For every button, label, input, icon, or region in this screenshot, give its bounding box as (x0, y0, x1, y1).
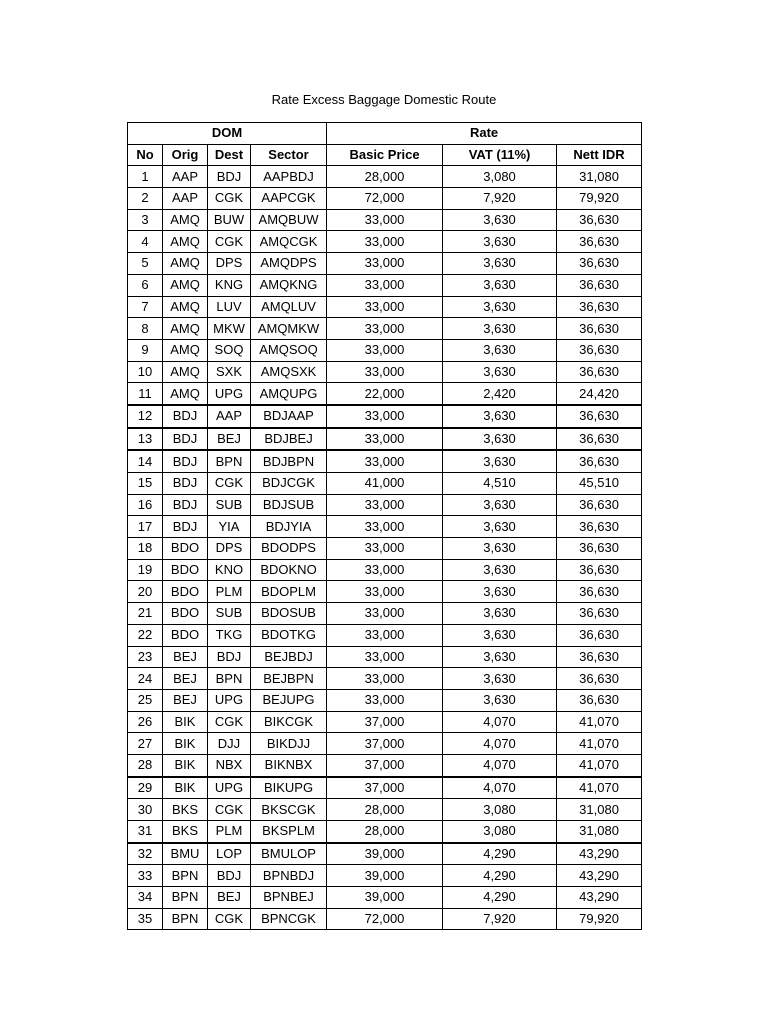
cell-nett-idr: 36,630 (557, 339, 642, 361)
cell-no: 1 (128, 166, 163, 188)
cell-vat: 3,630 (443, 339, 557, 361)
cell-nett-idr: 36,630 (557, 318, 642, 340)
cell-nett-idr: 36,630 (557, 581, 642, 603)
cell-vat: 3,630 (443, 538, 557, 560)
cell-basic-price: 33,000 (327, 516, 443, 538)
cell-nett-idr: 31,080 (557, 821, 642, 843)
table-row (128, 624, 642, 646)
cell-orig: AMQ (163, 318, 208, 340)
cell-dest: NBX (208, 754, 251, 776)
cell-no: 23 (128, 646, 163, 668)
cell-no: 19 (128, 559, 163, 581)
cell-dest: BEJ (208, 887, 251, 909)
cell-nett-idr: 36,630 (557, 428, 642, 451)
cell-nett-idr: 36,630 (557, 405, 642, 428)
table-row (128, 516, 642, 538)
cell-vat: 3,630 (443, 668, 557, 690)
cell-basic-price: 33,000 (327, 450, 443, 472)
cell-dest: UPG (208, 383, 251, 405)
cell-orig: BPN (163, 908, 208, 930)
cell-orig: AAP (163, 188, 208, 210)
cell-basic-price: 72,000 (327, 188, 443, 210)
cell-basic-price: 37,000 (327, 754, 443, 776)
cell-sector: BDOPLM (251, 581, 327, 603)
cell-sector: BIKNBX (251, 754, 327, 776)
table-row (128, 231, 642, 253)
cell-orig: BEJ (163, 668, 208, 690)
cell-orig: AMQ (163, 274, 208, 296)
table-row (128, 603, 642, 625)
cell-orig: BEJ (163, 689, 208, 711)
cell-no: 5 (128, 253, 163, 275)
cell-basic-price: 39,000 (327, 887, 443, 909)
document-title: Rate Excess Baggage Domestic Route (271, 92, 497, 107)
cell-dest: BDJ (208, 646, 251, 668)
cell-orig: BIK (163, 711, 208, 733)
cell-sector: BIKDJJ (251, 733, 327, 755)
cell-no: 28 (128, 754, 163, 776)
table-body (128, 166, 642, 930)
table-row (128, 166, 642, 188)
cell-no: 31 (128, 821, 163, 843)
table-row (128, 428, 642, 451)
cell-no: 4 (128, 231, 163, 253)
cell-no: 21 (128, 603, 163, 625)
cell-nett-idr: 24,420 (557, 383, 642, 405)
cell-vat: 4,070 (443, 754, 557, 776)
cell-no: 2 (128, 188, 163, 210)
cell-sector: BDOKNO (251, 559, 327, 581)
table-row (128, 450, 642, 472)
cell-sector: BDOTKG (251, 624, 327, 646)
cell-sector: BDOSUB (251, 603, 327, 625)
cell-basic-price: 37,000 (327, 733, 443, 755)
cell-no: 3 (128, 209, 163, 231)
cell-orig: BKS (163, 821, 208, 843)
cell-no: 11 (128, 383, 163, 405)
cell-dest: SUB (208, 603, 251, 625)
cell-orig: BDJ (163, 405, 208, 428)
cell-nett-idr: 43,290 (557, 843, 642, 865)
cell-sector: BPNBDJ (251, 865, 327, 887)
cell-no: 20 (128, 581, 163, 603)
table-row (128, 274, 642, 296)
table-row (128, 733, 642, 755)
cell-vat: 3,630 (443, 516, 557, 538)
cell-no: 18 (128, 538, 163, 560)
cell-nett-idr: 36,630 (557, 494, 642, 516)
cell-basic-price: 33,000 (327, 538, 443, 560)
cell-dest: AAP (208, 405, 251, 428)
cell-dest: TKG (208, 624, 251, 646)
cell-vat: 4,070 (443, 711, 557, 733)
cell-vat: 7,920 (443, 908, 557, 930)
cell-vat: 3,630 (443, 253, 557, 275)
cell-dest: KNG (208, 274, 251, 296)
cell-basic-price: 33,000 (327, 603, 443, 625)
cell-dest: BPN (208, 668, 251, 690)
cell-sector: AMQKNG (251, 274, 327, 296)
cell-nett-idr: 36,630 (557, 209, 642, 231)
cell-sector: AMQLUV (251, 296, 327, 318)
cell-sector: BKSPLM (251, 821, 327, 843)
table-row (128, 188, 642, 210)
cell-dest: UPG (208, 777, 251, 799)
table-row (128, 777, 642, 799)
cell-vat: 3,630 (443, 361, 557, 383)
cell-vat: 4,290 (443, 887, 557, 909)
column-header-sector: Sector (251, 144, 327, 166)
cell-nett-idr: 36,630 (557, 646, 642, 668)
cell-nett-idr: 41,070 (557, 733, 642, 755)
cell-orig: BDO (163, 538, 208, 560)
column-header-orig: Orig (163, 144, 208, 166)
cell-nett-idr: 36,630 (557, 603, 642, 625)
cell-orig: BIK (163, 777, 208, 799)
cell-orig: AMQ (163, 361, 208, 383)
cell-basic-price: 33,000 (327, 361, 443, 383)
cell-dest: DPS (208, 538, 251, 560)
cell-vat: 3,630 (443, 428, 557, 451)
cell-no: 15 (128, 473, 163, 495)
cell-nett-idr: 41,070 (557, 711, 642, 733)
cell-dest: CGK (208, 799, 251, 821)
cell-basic-price: 28,000 (327, 821, 443, 843)
cell-dest: UPG (208, 689, 251, 711)
cell-nett-idr: 36,630 (557, 253, 642, 275)
cell-dest: YIA (208, 516, 251, 538)
cell-vat: 3,080 (443, 166, 557, 188)
cell-basic-price: 33,000 (327, 559, 443, 581)
cell-sector: BDJSUB (251, 494, 327, 516)
column-header-vat: VAT (11%) (443, 144, 557, 166)
cell-sector: BEJUPG (251, 689, 327, 711)
cell-orig: BDJ (163, 450, 208, 472)
cell-sector: AAPCGK (251, 188, 327, 210)
cell-orig: BKS (163, 799, 208, 821)
cell-no: 35 (128, 908, 163, 930)
cell-dest: LOP (208, 843, 251, 865)
cell-sector: BIKCGK (251, 711, 327, 733)
table-row (128, 843, 642, 865)
cell-vat: 3,630 (443, 405, 557, 428)
cell-dest: MKW (208, 318, 251, 340)
cell-no: 13 (128, 428, 163, 451)
table-row (128, 689, 642, 711)
cell-dest: CGK (208, 473, 251, 495)
table-header (128, 123, 642, 166)
cell-sector: BDJCGK (251, 473, 327, 495)
dom-group-header: DOM (128, 123, 327, 145)
cell-nett-idr: 31,080 (557, 166, 642, 188)
table-row (128, 559, 642, 581)
cell-nett-idr: 41,070 (557, 777, 642, 799)
cell-vat: 3,630 (443, 450, 557, 472)
cell-dest: BDJ (208, 166, 251, 188)
cell-nett-idr: 36,630 (557, 689, 642, 711)
cell-vat: 3,630 (443, 603, 557, 625)
cell-basic-price: 37,000 (327, 711, 443, 733)
column-header-nett-idr: Nett IDR (557, 144, 642, 166)
cell-basic-price: 33,000 (327, 689, 443, 711)
cell-nett-idr: 45,510 (557, 473, 642, 495)
cell-nett-idr: 36,630 (557, 559, 642, 581)
table-row (128, 253, 642, 275)
cell-orig: BDJ (163, 516, 208, 538)
cell-sector: BPNCGK (251, 908, 327, 930)
cell-dest: CGK (208, 188, 251, 210)
table-row (128, 383, 642, 405)
cell-orig: AMQ (163, 383, 208, 405)
cell-basic-price: 33,000 (327, 339, 443, 361)
cell-no: 12 (128, 405, 163, 428)
cell-nett-idr: 31,080 (557, 799, 642, 821)
cell-vat: 3,630 (443, 581, 557, 603)
cell-vat: 3,630 (443, 274, 557, 296)
cell-basic-price: 39,000 (327, 865, 443, 887)
table-row (128, 318, 642, 340)
cell-vat: 3,630 (443, 209, 557, 231)
cell-dest: LUV (208, 296, 251, 318)
cell-no: 10 (128, 361, 163, 383)
cell-basic-price: 33,000 (327, 318, 443, 340)
cell-sector: AMQMKW (251, 318, 327, 340)
cell-no: 27 (128, 733, 163, 755)
cell-dest: BUW (208, 209, 251, 231)
cell-basic-price: 28,000 (327, 166, 443, 188)
group-header-row (128, 123, 642, 145)
cell-no: 25 (128, 689, 163, 711)
cell-orig: BDO (163, 624, 208, 646)
table-row (128, 799, 642, 821)
cell-dest: BPN (208, 450, 251, 472)
cell-sector: BKSCGK (251, 799, 327, 821)
cell-no: 24 (128, 668, 163, 690)
cell-orig: BMU (163, 843, 208, 865)
cell-basic-price: 41,000 (327, 473, 443, 495)
cell-no: 26 (128, 711, 163, 733)
cell-no: 7 (128, 296, 163, 318)
cell-orig: BEJ (163, 646, 208, 668)
cell-vat: 4,070 (443, 777, 557, 799)
column-header-basic-price: Basic Price (327, 144, 443, 166)
cell-basic-price: 33,000 (327, 646, 443, 668)
cell-sector: BDJBEJ (251, 428, 327, 451)
cell-vat: 3,630 (443, 296, 557, 318)
cell-dest: SOQ (208, 339, 251, 361)
cell-basic-price: 33,000 (327, 231, 443, 253)
cell-sector: AMQSOQ (251, 339, 327, 361)
cell-sector: BPNBEJ (251, 887, 327, 909)
cell-sector: BEJBPN (251, 668, 327, 690)
cell-orig: BDO (163, 603, 208, 625)
cell-sector: BIKUPG (251, 777, 327, 799)
cell-orig: BDO (163, 559, 208, 581)
cell-nett-idr: 36,630 (557, 624, 642, 646)
table-row (128, 473, 642, 495)
cell-basic-price: 39,000 (327, 843, 443, 865)
cell-sector: BDODPS (251, 538, 327, 560)
cell-orig: AMQ (163, 339, 208, 361)
cell-dest: SXK (208, 361, 251, 383)
column-header-no: No (128, 144, 163, 166)
cell-dest: KNO (208, 559, 251, 581)
cell-orig: AMQ (163, 253, 208, 275)
cell-nett-idr: 43,290 (557, 865, 642, 887)
cell-vat: 3,630 (443, 646, 557, 668)
cell-nett-idr: 36,630 (557, 274, 642, 296)
cell-no: 22 (128, 624, 163, 646)
cell-sector: BDJAAP (251, 405, 327, 428)
table-row (128, 494, 642, 516)
table-row (128, 296, 642, 318)
cell-no: 6 (128, 274, 163, 296)
cell-orig: BPN (163, 865, 208, 887)
cell-vat: 3,080 (443, 799, 557, 821)
cell-basic-price: 33,000 (327, 405, 443, 428)
cell-basic-price: 33,000 (327, 624, 443, 646)
cell-no: 8 (128, 318, 163, 340)
cell-nett-idr: 41,070 (557, 754, 642, 776)
cell-no: 29 (128, 777, 163, 799)
cell-vat: 4,070 (443, 733, 557, 755)
table-row (128, 821, 642, 843)
cell-sector: AMQUPG (251, 383, 327, 405)
cell-sector: AMQBUW (251, 209, 327, 231)
cell-basic-price: 33,000 (327, 209, 443, 231)
cell-orig: BPN (163, 887, 208, 909)
cell-nett-idr: 36,630 (557, 538, 642, 560)
table-row (128, 538, 642, 560)
cell-no: 32 (128, 843, 163, 865)
cell-orig: AMQ (163, 209, 208, 231)
cell-basic-price: 33,000 (327, 494, 443, 516)
cell-dest: CGK (208, 711, 251, 733)
cell-vat: 2,420 (443, 383, 557, 405)
cell-dest: PLM (208, 821, 251, 843)
table-row (128, 581, 642, 603)
cell-basic-price: 72,000 (327, 908, 443, 930)
cell-basic-price: 33,000 (327, 668, 443, 690)
cell-basic-price: 37,000 (327, 777, 443, 799)
cell-vat: 3,630 (443, 494, 557, 516)
cell-vat: 3,080 (443, 821, 557, 843)
table-row (128, 865, 642, 887)
cell-vat: 4,290 (443, 843, 557, 865)
cell-sector: BDJBPN (251, 450, 327, 472)
table-row (128, 209, 642, 231)
cell-basic-price: 33,000 (327, 581, 443, 603)
cell-no: 30 (128, 799, 163, 821)
cell-dest: PLM (208, 581, 251, 603)
cell-sector: BDJYIA (251, 516, 327, 538)
table-row (128, 754, 642, 776)
cell-vat: 3,630 (443, 559, 557, 581)
cell-sector: BMULOP (251, 843, 327, 865)
table-row (128, 887, 642, 909)
cell-nett-idr: 36,630 (557, 231, 642, 253)
cell-nett-idr: 36,630 (557, 361, 642, 383)
cell-nett-idr: 36,630 (557, 296, 642, 318)
cell-orig: BDJ (163, 494, 208, 516)
cell-vat: 3,630 (443, 318, 557, 340)
cell-no: 16 (128, 494, 163, 516)
table-row (128, 908, 642, 930)
cell-basic-price: 28,000 (327, 799, 443, 821)
table-row (128, 405, 642, 428)
cell-vat: 7,920 (443, 188, 557, 210)
cell-no: 14 (128, 450, 163, 472)
cell-nett-idr: 36,630 (557, 450, 642, 472)
cell-sector: AMQSXK (251, 361, 327, 383)
cell-orig: AMQ (163, 296, 208, 318)
cell-dest: BDJ (208, 865, 251, 887)
cell-nett-idr: 79,920 (557, 908, 642, 930)
cell-nett-idr: 36,630 (557, 668, 642, 690)
cell-nett-idr: 79,920 (557, 188, 642, 210)
cell-no: 34 (128, 887, 163, 909)
table-row (128, 646, 642, 668)
cell-orig: BIK (163, 733, 208, 755)
cell-orig: BDO (163, 581, 208, 603)
cell-basic-price: 33,000 (327, 296, 443, 318)
cell-basic-price: 33,000 (327, 253, 443, 275)
cell-orig: BDJ (163, 473, 208, 495)
rate-table (127, 122, 642, 930)
cell-dest: CGK (208, 231, 251, 253)
cell-orig: BDJ (163, 428, 208, 451)
cell-sector: BEJBDJ (251, 646, 327, 668)
table-row (128, 361, 642, 383)
cell-no: 33 (128, 865, 163, 887)
cell-dest: DJJ (208, 733, 251, 755)
cell-sector: AMQDPS (251, 253, 327, 275)
cell-vat: 4,290 (443, 865, 557, 887)
cell-basic-price: 22,000 (327, 383, 443, 405)
cell-nett-idr: 36,630 (557, 516, 642, 538)
table-row (128, 339, 642, 361)
cell-orig: BIK (163, 754, 208, 776)
cell-dest: CGK (208, 908, 251, 930)
rate-group-header: Rate (327, 123, 642, 145)
cell-orig: AAP (163, 166, 208, 188)
cell-no: 9 (128, 339, 163, 361)
cell-basic-price: 33,000 (327, 428, 443, 451)
cell-vat: 3,630 (443, 231, 557, 253)
table-row (128, 668, 642, 690)
cell-vat: 3,630 (443, 624, 557, 646)
column-header-row (128, 144, 642, 166)
column-header-dest: Dest (208, 144, 251, 166)
cell-dest: BEJ (208, 428, 251, 451)
cell-vat: 3,630 (443, 689, 557, 711)
cell-dest: DPS (208, 253, 251, 275)
table-row (128, 711, 642, 733)
cell-sector: AAPBDJ (251, 166, 327, 188)
cell-dest: SUB (208, 494, 251, 516)
cell-basic-price: 33,000 (327, 274, 443, 296)
cell-orig: AMQ (163, 231, 208, 253)
cell-sector: AMQCGK (251, 231, 327, 253)
cell-vat: 4,510 (443, 473, 557, 495)
cell-nett-idr: 43,290 (557, 887, 642, 909)
cell-no: 17 (128, 516, 163, 538)
